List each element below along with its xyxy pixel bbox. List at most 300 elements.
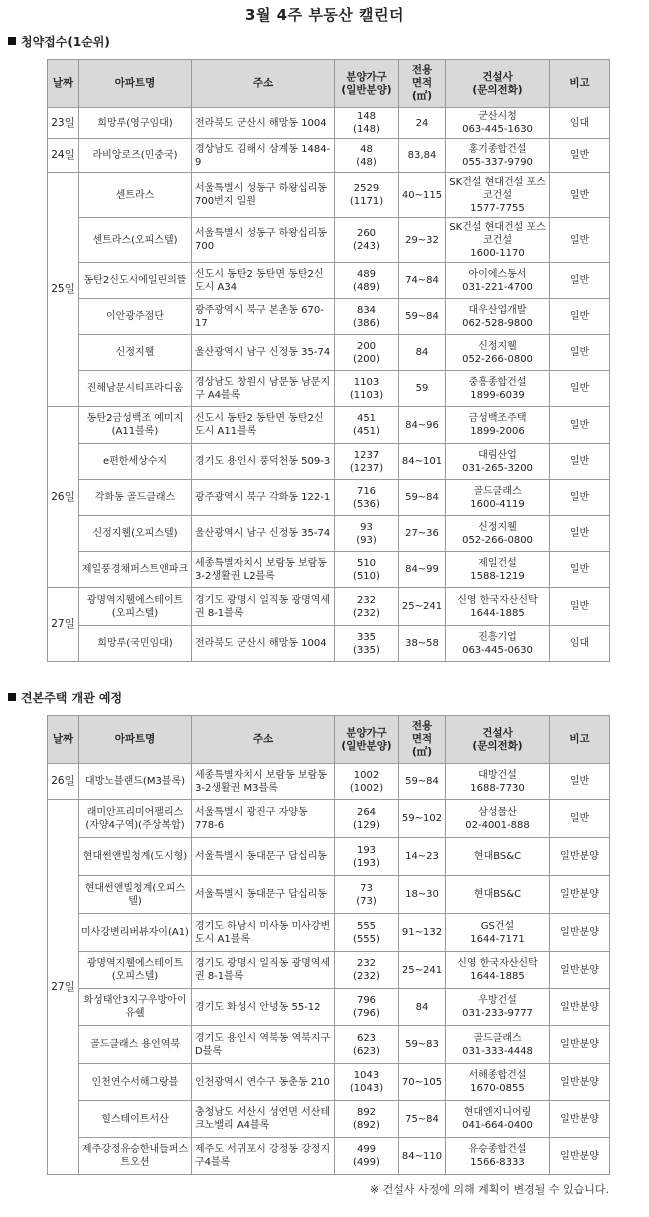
address: 광주광역시 북구 본촌동 670-17 xyxy=(192,299,335,335)
note-cell: 일반 xyxy=(550,516,610,552)
table-row xyxy=(48,108,610,139)
units-cell xyxy=(335,952,399,989)
builder-name: SK건설 현대건설 포스코건설 xyxy=(449,176,546,201)
builder-cell xyxy=(446,1064,550,1101)
apartment-name: 현대썬앤빌청계(오피스텔) xyxy=(79,876,192,914)
builder-phone: 063-445-0630 xyxy=(462,644,533,656)
table-row xyxy=(48,876,610,914)
section-heading-subscription xyxy=(8,33,110,50)
area: 59~83 xyxy=(399,1026,446,1064)
builder-cell xyxy=(446,800,550,838)
units-cell xyxy=(335,173,399,218)
builder-cell xyxy=(446,407,550,444)
area: 70~105 xyxy=(399,1064,446,1101)
apartment-name: 희망루(영구임대) xyxy=(79,108,192,139)
total-units: 260 xyxy=(356,228,377,239)
apartment-name: 동탄2금성백조 예미지(A11블록) xyxy=(79,407,192,444)
header-builder-line: 건설사 xyxy=(482,726,513,739)
note-cell: 일반분양 xyxy=(550,838,610,876)
general-units: (193) xyxy=(353,857,380,869)
builder-cell xyxy=(446,952,550,989)
builder-name: SK건설 현대건설 포스코건설 xyxy=(449,221,546,246)
address: 신도시 동탄2 동탄면 동탄2신도시 A34 xyxy=(192,263,335,299)
apartment-name: 힐스테이트서산 xyxy=(79,1101,192,1138)
apartment-name: e편한세상수지 xyxy=(79,444,192,480)
header-units xyxy=(335,716,399,764)
builder-name: 홍기종합건설 xyxy=(468,143,527,155)
address: 서울특별시 성동구 하왕십리동 700 xyxy=(192,218,335,263)
table-row xyxy=(48,173,610,218)
apartment-name: 골드클래스 용인역북 xyxy=(79,1026,192,1064)
builder-cell xyxy=(446,626,550,662)
builder-cell xyxy=(446,299,550,335)
apartment-name: 미사강변리버뷰자이(A1) xyxy=(79,914,192,952)
apartment-name: 동탄2신도시에일린의뜰 xyxy=(79,263,192,299)
header-note-line: 비고 xyxy=(569,733,590,745)
general-units: (93) xyxy=(356,534,377,546)
general-units: (510) xyxy=(353,570,380,582)
builder-name: 대림산업 xyxy=(478,449,517,461)
builder-name: 대방건설 xyxy=(478,769,517,781)
units-cell xyxy=(335,139,399,173)
model-house-table xyxy=(47,715,610,1175)
total-units: 834 xyxy=(356,304,377,316)
note-cell: 일반 xyxy=(550,552,610,588)
header-addr xyxy=(192,716,335,764)
general-units: (200) xyxy=(353,353,380,365)
builder-phone: 041-664-0400 xyxy=(462,1120,533,1131)
address: 서울특별시 동대문구 답십리동 xyxy=(192,876,335,914)
units-cell xyxy=(335,335,399,371)
builder-cell xyxy=(446,838,550,876)
builder-phone: 031-333-4448 xyxy=(462,1045,533,1057)
header-day-line: 날짜 xyxy=(52,733,74,745)
header-builder-line: (문의전화) xyxy=(472,739,523,752)
apartment-name: 광명역지웰에스테이트(오피스텔) xyxy=(79,588,192,626)
area: 84~96 xyxy=(399,407,446,444)
header-note xyxy=(550,716,610,764)
builder-phone: 055-337-9790 xyxy=(462,156,533,168)
note-cell: 일반 xyxy=(550,263,610,299)
table-row xyxy=(48,838,610,876)
apartment-name: 신정지웰(오피스텔) xyxy=(79,516,192,552)
builder-phone: 1670-0855 xyxy=(470,1083,525,1094)
area: 84~101 xyxy=(399,444,446,480)
note-cell: 일반분양 xyxy=(550,1026,610,1064)
general-units: (48) xyxy=(356,156,377,168)
builder-name: GS건설 xyxy=(480,920,515,932)
units-cell xyxy=(335,989,399,1026)
header-area-line: 면적 xyxy=(411,733,433,745)
builder-name: 현대엔지니어링 xyxy=(463,1107,532,1118)
day-cell: 26일 xyxy=(48,764,79,800)
general-units: (796) xyxy=(353,1008,380,1019)
builder-cell xyxy=(446,1138,550,1175)
general-units: (148) xyxy=(353,124,380,135)
builder-cell xyxy=(446,1101,550,1138)
header-apt xyxy=(79,60,192,108)
builder-name: 골드클래스 xyxy=(473,1032,522,1044)
apartment-name: 라비앙로즈(민중국) xyxy=(79,139,192,173)
table-row xyxy=(48,1101,610,1138)
address: 경기도 광명시 일직동 광명역세권 8-1블록 xyxy=(192,952,335,989)
note-cell: 일반분양 xyxy=(550,1064,610,1101)
area: 83,84 xyxy=(399,139,446,173)
apartment-name: 신정지웰 xyxy=(79,335,192,371)
note-cell: 일반분양 xyxy=(550,1138,610,1175)
total-units: 796 xyxy=(356,995,377,1006)
units-cell xyxy=(335,552,399,588)
note-cell: 임대 xyxy=(550,626,610,662)
area: 29~32 xyxy=(399,218,446,263)
general-units: (73) xyxy=(356,895,377,907)
units-cell xyxy=(335,299,399,335)
note-cell: 일반 xyxy=(550,800,610,838)
general-units: (243) xyxy=(353,241,380,252)
builder-name: 서해종합건설 xyxy=(468,1070,527,1081)
builder-name: 신정지웰 xyxy=(478,521,517,533)
table-row xyxy=(48,218,610,263)
general-units: (451) xyxy=(353,426,380,437)
area: 38~58 xyxy=(399,626,446,662)
address: 세종특별자치시 보람동 보람동 3-2생활권 L2블록 xyxy=(192,552,335,588)
table-row xyxy=(48,626,610,662)
note-cell: 일반 xyxy=(550,299,610,335)
header-area-line: 전용 xyxy=(411,720,433,732)
builder-name: 진흥기업 xyxy=(478,631,517,643)
builder-cell xyxy=(446,588,550,626)
general-units: (892) xyxy=(353,1120,380,1131)
header-addr-line: 주소 xyxy=(252,733,274,745)
builder-name: 유승종합건설 xyxy=(468,1144,527,1155)
units-cell xyxy=(335,1138,399,1175)
header-units-line: 분양가구 xyxy=(346,70,387,83)
builder-cell xyxy=(446,1026,550,1064)
note-cell: 일반 xyxy=(550,764,610,800)
general-units: (1002) xyxy=(349,782,384,794)
builder-name: 현대BS&C xyxy=(473,889,522,900)
address: 울산광역시 남구 신정동 35-74 xyxy=(192,335,335,371)
day-cell: 27일 xyxy=(48,588,79,662)
builder-cell xyxy=(446,139,550,173)
area: 91~132 xyxy=(399,914,446,952)
apartment-name: 현대썬앤빌청계(도시형) xyxy=(79,838,192,876)
table-row xyxy=(48,1138,610,1175)
address: 경상남도 김해시 삼계동 1484-9 xyxy=(192,139,335,173)
total-units: 232 xyxy=(356,958,377,969)
units-cell xyxy=(335,263,399,299)
table-row xyxy=(48,764,610,800)
header-area-line: 전용 xyxy=(411,64,433,76)
header-day-line: 날짜 xyxy=(52,77,74,89)
builder-name: 중흥종합건설 xyxy=(468,376,527,388)
address: 경기도 광명시 일직동 광명역세권 8-1블록 xyxy=(192,588,335,626)
table-row xyxy=(48,480,610,516)
total-units: 1043 xyxy=(353,1070,380,1081)
table-row xyxy=(48,371,610,407)
builder-cell xyxy=(446,371,550,407)
day-cell: 27일 xyxy=(48,800,79,1175)
apartment-name: 제일풍경채퍼스트앤파크 xyxy=(79,552,192,588)
builder-phone: 1688-7730 xyxy=(470,782,525,794)
note-cell: 일반 xyxy=(550,371,610,407)
note-cell: 일반분양 xyxy=(550,914,610,952)
header-builder xyxy=(446,60,550,108)
total-units: 2529 xyxy=(353,183,380,194)
address: 신도시 동탄2 동탄면 동탄2신도시 A11블록 xyxy=(192,407,335,444)
general-units: (623) xyxy=(353,1045,380,1057)
header-apt-line: 아파트명 xyxy=(114,733,156,745)
builder-phone: 062-528-9800 xyxy=(462,317,533,329)
builder-name: 삼성물산 xyxy=(478,806,517,818)
header-note xyxy=(550,60,610,108)
builder-name: 금성백조주택 xyxy=(468,413,527,424)
table-row xyxy=(48,914,610,952)
address: 울산광역시 남구 신정동 35-74 xyxy=(192,516,335,552)
square-bullet-icon xyxy=(8,37,16,45)
note-cell: 일반분양 xyxy=(550,989,610,1026)
header-area-line: (㎡) xyxy=(411,746,433,758)
table-row xyxy=(48,299,610,335)
builder-phone: 1899-6039 xyxy=(470,389,525,401)
header-apt-line: 아파트명 xyxy=(114,77,156,89)
builder-cell xyxy=(446,516,550,552)
general-units: (1237) xyxy=(349,462,384,474)
header-units xyxy=(335,60,399,108)
area: 74~84 xyxy=(399,263,446,299)
address: 인천광역시 연수구 동춘동 210 xyxy=(192,1064,335,1101)
builder-cell xyxy=(446,914,550,952)
total-units: 499 xyxy=(356,1144,377,1155)
units-cell xyxy=(335,516,399,552)
area: 25~241 xyxy=(399,952,446,989)
table-row xyxy=(48,444,610,480)
units-cell xyxy=(335,108,399,139)
header-day xyxy=(48,716,79,764)
total-units: 716 xyxy=(356,485,377,497)
apartment-name: 래미안프리미어팰리스(자양4구역)(주상복합) xyxy=(79,800,192,838)
note-cell: 일반 xyxy=(550,335,610,371)
builder-phone: 031-233-9777 xyxy=(462,1008,533,1019)
header-area-line: (㎡) xyxy=(411,90,433,102)
header-apt xyxy=(79,716,192,764)
address: 전라북도 군산시 해망동 1004 xyxy=(192,626,335,662)
address: 경기도 화성시 안녕동 55-12 xyxy=(192,989,335,1026)
builder-name: 골드클래스 xyxy=(473,485,522,497)
day-cell: 24일 xyxy=(48,139,79,173)
address: 광주광역시 북구 각화동 122-1 xyxy=(192,480,335,516)
apartment-name: 광명역지웰에스테이트(오피스텔) xyxy=(79,952,192,989)
table-row xyxy=(48,1026,610,1064)
note-cell: 일반 xyxy=(550,218,610,263)
builder-phone: 063-445-1630 xyxy=(462,124,533,135)
general-units: (499) xyxy=(353,1157,380,1168)
area: 84~99 xyxy=(399,552,446,588)
apartment-name: 각화동 골드클래스 xyxy=(79,480,192,516)
builder-name: 현대BS&C xyxy=(473,851,522,862)
note-cell: 일반 xyxy=(550,444,610,480)
address: 세종특별자치시 보람동 보람동 3-2생활권 M3블록 xyxy=(192,764,335,800)
table-row xyxy=(48,989,610,1026)
builder-name: 제일건설 xyxy=(478,557,517,569)
header-addr-line: 주소 xyxy=(252,77,274,89)
note-cell: 임대 xyxy=(550,108,610,139)
total-units: 489 xyxy=(356,268,377,280)
builder-phone: 052-266-0800 xyxy=(462,353,533,365)
general-units: (1043) xyxy=(349,1083,384,1094)
address: 전라북도 군산시 해망동 1004 xyxy=(192,108,335,139)
table-row xyxy=(48,552,610,588)
address: 경기도 용인시 역북동 역북지구 D블록 xyxy=(192,1026,335,1064)
builder-cell xyxy=(446,444,550,480)
general-units: (386) xyxy=(353,317,380,329)
address: 서울특별시 광진구 자양동 778-6 xyxy=(192,800,335,838)
general-units: (1103) xyxy=(349,389,384,401)
builder-phone: 052-266-0800 xyxy=(462,534,533,546)
units-cell xyxy=(335,480,399,516)
units-cell xyxy=(335,444,399,480)
total-units: 510 xyxy=(356,557,377,569)
address: 서울특별시 동대문구 답십리동 xyxy=(192,838,335,876)
units-cell xyxy=(335,626,399,662)
area: 59 xyxy=(399,371,446,407)
total-units: 93 xyxy=(360,521,373,533)
units-cell xyxy=(335,914,399,952)
builder-phone: 1644-1885 xyxy=(470,971,525,982)
builder-cell xyxy=(446,480,550,516)
total-units: 200 xyxy=(356,340,377,352)
area: 40~115 xyxy=(399,173,446,218)
area: 27~36 xyxy=(399,516,446,552)
builder-cell xyxy=(446,108,550,139)
general-units: (1171) xyxy=(349,196,384,207)
total-units: 1002 xyxy=(353,769,380,781)
units-cell xyxy=(335,800,399,838)
total-units: 1103 xyxy=(353,376,380,388)
note-cell: 일반분양 xyxy=(550,952,610,989)
note-cell: 일반 xyxy=(550,173,610,218)
header-builder-line: (문의전화) xyxy=(472,83,523,96)
header-row xyxy=(48,60,610,108)
note-cell: 일반분양 xyxy=(550,1101,610,1138)
area: 24 xyxy=(399,108,446,139)
area: 84 xyxy=(399,989,446,1026)
total-units: 264 xyxy=(356,806,377,818)
note-cell: 일반 xyxy=(550,407,610,444)
units-cell xyxy=(335,1101,399,1138)
table-row xyxy=(48,952,610,989)
header-builder xyxy=(446,716,550,764)
header-area-line: 면적 xyxy=(411,77,433,89)
apartment-name: 센트라스 xyxy=(79,173,192,218)
address: 제주도 서귀포시 강정동 강정지구4블록 xyxy=(192,1138,335,1175)
area: 59~84 xyxy=(399,299,446,335)
header-area xyxy=(399,60,446,108)
units-cell xyxy=(335,1026,399,1064)
builder-cell xyxy=(446,173,550,218)
builder-name: 우방건설 xyxy=(478,995,517,1006)
table-row xyxy=(48,516,610,552)
total-units: 1237 xyxy=(353,449,380,461)
builder-cell xyxy=(446,764,550,800)
footnote: ※ 건설사 사정에 의해 계획이 변경될 수 있습니다. xyxy=(369,1183,609,1196)
apartment-name: 대방노블랜드(M3블록) xyxy=(79,764,192,800)
apartment-name: 이안광주점단 xyxy=(79,299,192,335)
total-units: 232 xyxy=(356,594,377,606)
builder-name: 신영 한국자산신탁 xyxy=(457,958,538,969)
builder-cell xyxy=(446,335,550,371)
builder-phone: 1588-1219 xyxy=(470,570,525,582)
units-cell xyxy=(335,588,399,626)
address: 경기도 하남시 미사동 미사강변도시 A1블록 xyxy=(192,914,335,952)
address: 경기도 용인시 풍덕천동 509-3 xyxy=(192,444,335,480)
day-cell: 25일 xyxy=(48,173,79,407)
builder-name: 군산시청 xyxy=(478,111,517,122)
general-units: (335) xyxy=(353,644,380,656)
builder-cell xyxy=(446,218,550,263)
total-units: 48 xyxy=(360,143,373,155)
apartment-name: 인천연수서해그랑블 xyxy=(79,1064,192,1101)
header-addr xyxy=(192,60,335,108)
table-row xyxy=(48,407,610,444)
general-units: (489) xyxy=(353,281,380,293)
builder-phone: 031-265-3200 xyxy=(462,462,533,474)
address: 서울특별시 성동구 하왕십리동 700번지 일원 xyxy=(192,173,335,218)
note-cell: 일반 xyxy=(550,480,610,516)
builder-cell xyxy=(446,876,550,914)
header-day xyxy=(48,60,79,108)
apartment-name: 제주강정유승한내들퍼스트오션 xyxy=(79,1138,192,1175)
area: 59~84 xyxy=(399,764,446,800)
apartment-name: 희망루(국민임대) xyxy=(79,626,192,662)
note-cell: 일반 xyxy=(550,139,610,173)
units-cell xyxy=(335,764,399,800)
general-units: (536) xyxy=(353,498,380,510)
day-cell: 26일 xyxy=(48,407,79,588)
header-area xyxy=(399,716,446,764)
total-units: 451 xyxy=(356,413,377,424)
total-units: 148 xyxy=(356,111,377,122)
builder-cell xyxy=(446,552,550,588)
total-units: 73 xyxy=(360,882,373,894)
subscription-table xyxy=(47,59,610,662)
area: 25~241 xyxy=(399,588,446,626)
builder-phone: 1644-7171 xyxy=(470,933,525,945)
units-cell xyxy=(335,218,399,263)
builder-phone: 031-221-4700 xyxy=(462,281,533,293)
builder-cell xyxy=(446,263,550,299)
units-cell xyxy=(335,876,399,914)
day-cell: 23일 xyxy=(48,108,79,139)
general-units: (555) xyxy=(353,933,380,945)
header-units-line: (일반분양) xyxy=(341,83,392,96)
builder-phone: 02-4001-888 xyxy=(465,819,530,831)
table-row xyxy=(48,800,610,838)
total-units: 335 xyxy=(356,631,377,643)
area: 84 xyxy=(399,335,446,371)
header-units-line: (일반분양) xyxy=(341,739,392,752)
apartment-name: 화성태안3지구우방아이유쉘 xyxy=(79,989,192,1026)
builder-cell xyxy=(446,989,550,1026)
section-heading-label: 견본주택 개관 예정 xyxy=(21,691,123,705)
builder-name: 대우산업개발 xyxy=(468,304,527,316)
table-row xyxy=(48,588,610,626)
area: 14~23 xyxy=(399,838,446,876)
total-units: 892 xyxy=(356,1107,377,1118)
square-bullet-icon xyxy=(8,693,16,701)
units-cell xyxy=(335,1064,399,1101)
general-units: (232) xyxy=(353,971,380,982)
